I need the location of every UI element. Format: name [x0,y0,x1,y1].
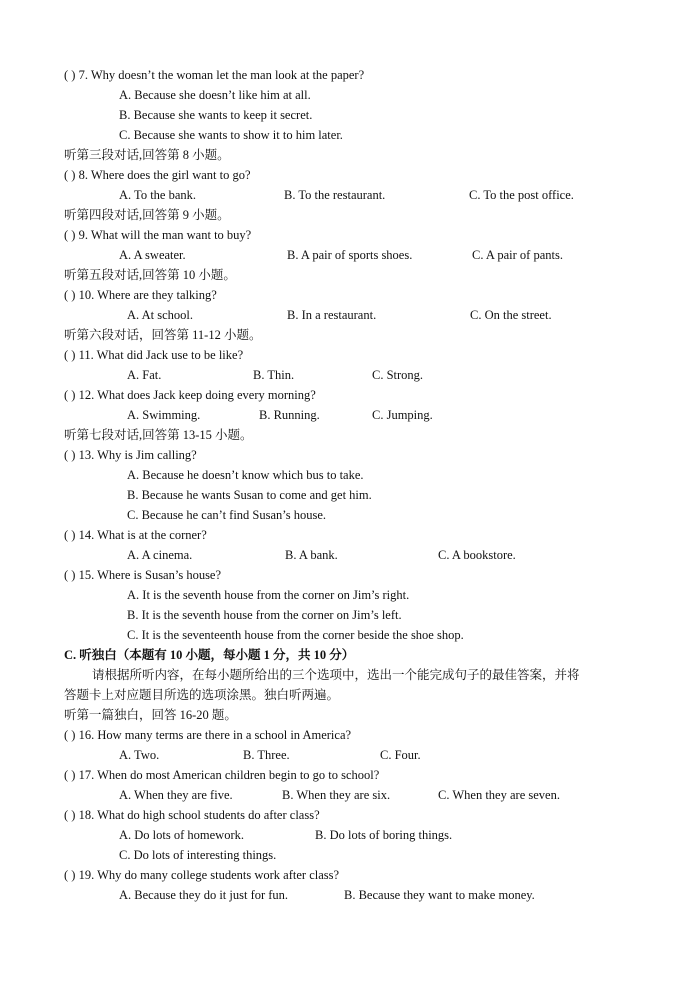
q7-option-c: C. Because she wants to show it to him later. [119,128,343,142]
q18-option-b: B. Do lots of boring things. [315,828,453,842]
heading-dialogue-4: 听第四段对话,回答第 9 小题。 [64,208,230,222]
q7-option-b: B. Because she wants to keep it secret. [119,108,313,122]
q10-option-c: C. On the street. [470,308,552,322]
question-19: ( ) 19. Why do many college students work after class? [64,868,340,882]
q14-option-a: A. A cinema. [127,548,193,562]
question-9: ( ) 9. What will the man want to buy? [64,228,252,242]
q12-option-b: B. Running. [259,408,320,422]
q10-option-b: B. In a restaurant. [287,308,377,322]
heading-dialogue-3: 听第三段对话,回答第 8 小题。 [64,148,230,162]
heading-dialogue-6: 听第六段对话，回答第 11-12 小题。 [64,328,262,342]
q8-option-c: C. To the post office. [469,188,574,202]
question-14: ( ) 14. What is at the corner? [64,528,207,542]
q9-option-a: A. A sweater. [119,248,186,262]
q18-option-c: C. Do lots of interesting things. [119,848,277,862]
q19-option-b: B. Because they want to make money. [344,888,535,902]
q17-option-b: B. When they are six. [282,788,391,802]
heading-dialogue-7: 听第七段对话,回答第 13-15 小题。 [64,428,253,442]
question-7: ( ) 7. Why doesn’t the woman let the man look at the paper? [64,68,365,82]
q13-option-c: C. Because he can’t find Susan’s house. [127,508,327,522]
q15-option-c: C. It is the seventeenth house from the corner beside the shoe shop. [127,628,464,642]
q10-option-a: A. At school. [127,308,193,322]
question-10: ( ) 10. Where are they talking? [64,288,217,302]
section-c-title: C. 听独白（本题有 10 小题，每小题 1 分，共 10 分） [64,648,355,662]
q15-option-b: B. It is the seventh house from the corner on Jim’s left. [127,608,402,622]
q11-option-a: A. Fat. [127,368,162,382]
question-12: ( ) 12. What does Jack keep doing every morning? [64,388,316,402]
q12-option-c: C. Jumping. [372,408,433,422]
question-16: ( ) 16. How many terms are there in a school in America? [64,728,352,742]
question-13: ( ) 13. Why is Jim calling? [64,448,197,462]
q8-option-b: B. To the restaurant. [284,188,386,202]
q11-option-b: B. Thin. [253,368,295,382]
q14-option-c: C. A bookstore. [438,548,516,562]
q14-option-b: B. A bank. [285,548,338,562]
q15-option-a: A. It is the seventh house from the corner on Jim’s right. [127,588,410,602]
q16-option-a: A. Two. [119,748,160,762]
question-15: ( ) 15. Where is Susan’s house? [64,568,222,582]
section-c-instructions-line2: 答题卡上对应题目所选的选项涂黑。独白听两遍。 [64,688,340,702]
q11-option-c: C. Strong. [372,368,424,382]
heading-dialogue-5: 听第五段对话,回答第 10 小题。 [64,268,236,282]
q16-option-b: B. Three. [243,748,290,762]
q16-option-c: C. Four. [380,748,421,762]
q19-option-a: A. Because they do it just for fun. [119,888,289,902]
q13-option-b: B. Because he wants Susan to come and get him. [127,488,372,502]
question-8: ( ) 8. Where does the girl want to go? [64,168,251,182]
section-c-instructions-line1: 请根据所听内容，在每小题所给出的三个选项中，选出一个能完成句子的最佳答案，并将 [92,668,580,682]
heading-monologue-1: 听第一篇独白，回答 16-20 题。 [64,708,237,722]
q18-option-a: A. Do lots of homework. [119,828,244,842]
q13-option-a: A. Because he doesn’t know which bus to take. [127,468,364,482]
q9-option-c: C. A pair of pants. [472,248,563,262]
question-17: ( ) 17. When do most American children begin to go to school? [64,768,380,782]
q7-option-a: A. Because she doesn’t like him at all. [119,88,311,102]
question-11: ( ) 11. What did Jack use to be like? [64,348,244,362]
q12-option-a: A. Swimming. [127,408,201,422]
question-18: ( ) 18. What do high school students do after class? [64,808,320,822]
q17-option-c: C. When they are seven. [438,788,560,802]
q8-option-a: A. To the bank. [119,188,197,202]
q9-option-b: B. A pair of sports shoes. [287,248,413,262]
q17-option-a: A. When they are five. [119,788,233,802]
